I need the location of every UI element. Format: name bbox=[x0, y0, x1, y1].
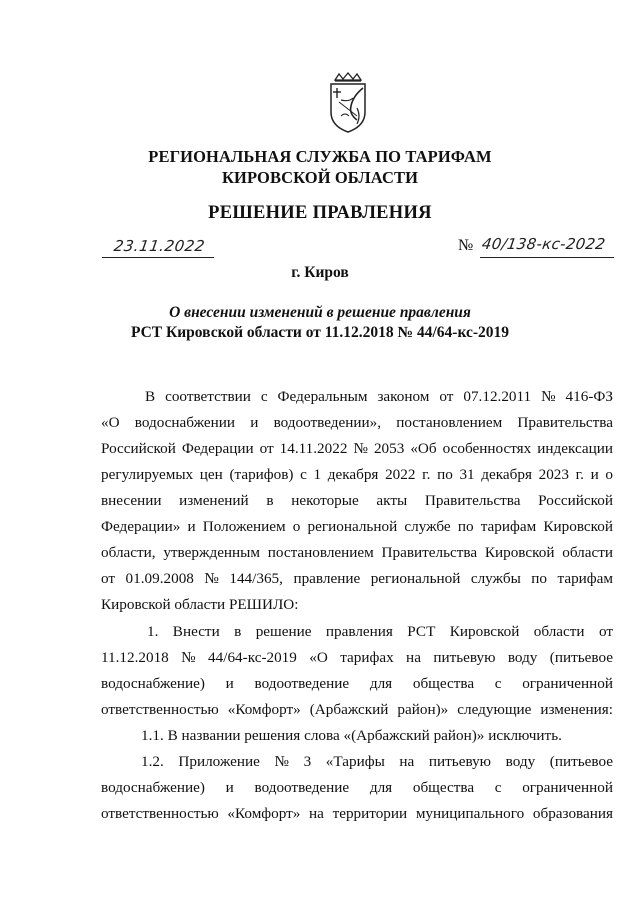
paragraph-line: от 01.09.2008 № 144/365, правление региональной службы по тарифам bbox=[101, 570, 613, 587]
agency-name-line1: РЕГИОНАЛЬНАЯ СЛУЖБА ПО ТАРИФАМ bbox=[148, 147, 492, 166]
paragraph-line: области, утвержденным постановлением Правительства Кировской области bbox=[101, 544, 613, 561]
title-line2: РСТ Кировской области от 11.12.2018 № 44/64-кс-2019 bbox=[130, 324, 510, 341]
city: г. Киров bbox=[291, 264, 349, 281]
date-underline bbox=[102, 257, 214, 258]
number-handwritten: 40/138-кс-2022 bbox=[480, 235, 607, 253]
paragraph-item-1-2 bbox=[101, 749, 613, 827]
paragraph-line: Федерации» и Положением о региональной службе по тарифам Кировской bbox=[101, 518, 613, 535]
paragraph-line: 1.1. В названии решения слова «(Арбажский район)» исключить. bbox=[141, 727, 562, 744]
paragraph-line: 1.2. Приложение № 3 «Тарифы на питьевую воду (питьевое bbox=[141, 753, 613, 770]
paragraph-line: внесении изменений в некоторые акты Правительства Российской bbox=[101, 492, 613, 509]
paragraph-line: «О водоснабжении и водоотведении», постановлением Правительства bbox=[101, 414, 613, 431]
kirov-coat-of-arms-icon bbox=[327, 72, 369, 134]
paragraph-item-1 bbox=[101, 619, 613, 723]
paragraph-line: В соответствии с Федеральным законом от 07.12.2011 № 416-ФЗ bbox=[145, 388, 613, 405]
paragraph-item-1-1 bbox=[101, 723, 613, 749]
paragraph-line: водоснабжение) и водоотведение для общества с ограниченной bbox=[101, 779, 613, 796]
paragraph-line: Российской Федерации от 14.11.2022 № 2053 «Об особенностях индексации bbox=[101, 440, 613, 457]
paragraph-line: ответственностью «Комфорт» на территории муниципального образования bbox=[101, 805, 613, 822]
document-date bbox=[102, 237, 214, 259]
document-number bbox=[458, 235, 614, 259]
document-title bbox=[0, 303, 640, 343]
paragraph-line: 1. Внести в решение правления РСТ Кировской области от bbox=[147, 623, 613, 640]
date-handwritten: 23.11.2022 bbox=[112, 237, 207, 255]
paragraph-line: 11.12.2018 № 44/64-кс-2019 «О тарифах на питьевую воду (питьевое bbox=[101, 649, 613, 666]
agency-name bbox=[0, 146, 640, 188]
paragraph-preamble bbox=[101, 384, 613, 618]
paragraph-line: Кировской области РЕШИЛО: bbox=[101, 596, 299, 613]
number-underline bbox=[480, 257, 614, 258]
number-sign: № bbox=[458, 237, 474, 254]
agency-name-line2: КИРОВСКОЙ ОБЛАСТИ bbox=[221, 168, 419, 187]
paragraph-line: ответственностью «Комфорт» (Арбажский район)» следующие изменения: bbox=[101, 701, 613, 718]
paragraph-line: регулируемых цен (тарифов) с 1 декабря 2022 г. по 31 декабря 2023 г. и о bbox=[101, 466, 613, 483]
paragraph-line: водоснабжение) и водоотведение для общества с ограниченной bbox=[101, 675, 613, 692]
document-type: РЕШЕНИЕ ПРАВЛЕНИЯ bbox=[208, 203, 432, 223]
title-line1: О внесении изменений в решение правления bbox=[169, 304, 471, 321]
